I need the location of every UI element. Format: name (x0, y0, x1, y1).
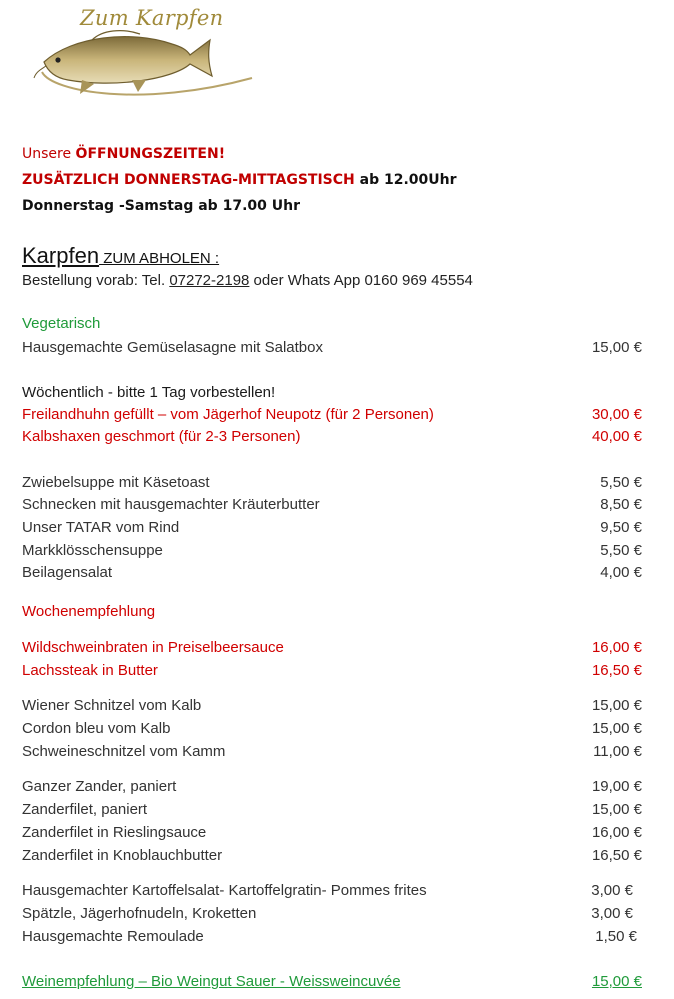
item-price: 1,50 € (595, 928, 637, 945)
item-name: Hausgemachter Kartoffelsalat- Kartoffelgratin- Pommes frites (22, 882, 427, 899)
item-price: 15,00 € (591, 801, 642, 818)
item-name: Schnecken mit hausgemachter Kräuterbutter (22, 496, 320, 513)
item-price: 16,50 € (591, 847, 642, 864)
menu-item (22, 799, 642, 821)
item-price: 9,50 € (600, 519, 642, 536)
menu-item (22, 776, 642, 798)
lunch-notice: ZUSÄTZLICH DONNERSTAG-MITTAGSTISCH (22, 172, 355, 188)
item-price: 4,00 € (600, 564, 642, 581)
menu-item (22, 695, 642, 717)
item-price: 40,00 € (591, 428, 642, 445)
item-price: 3,00 € (591, 882, 633, 899)
menu-item (22, 822, 642, 844)
item-name: Spätzle, Jägerhofnudeln, Kroketten (22, 905, 257, 922)
menu-item (22, 404, 642, 426)
hours-line-2 (22, 167, 457, 193)
item-name: Wiener Schnitzel vom Kalb (22, 697, 202, 714)
order-suffix: oder Whats App 0160 969 45554 (249, 272, 473, 289)
item-name: Hausgemachte Remoulade (22, 928, 204, 945)
item-name: Beilagensalat (22, 564, 113, 581)
menu-item (22, 637, 642, 659)
item-name: Wildschweinbraten in Preiselbeersauce (22, 639, 284, 656)
hours-line-1 (22, 141, 457, 167)
menu-item (22, 741, 642, 763)
hours-line-3: Donnerstag -Samstag ab 17.00 Uhr (22, 198, 300, 214)
takeaway-title (22, 243, 219, 269)
section-wochenempfehlung: Wochenempfehlung (22, 603, 156, 620)
wine-recommendation (22, 971, 642, 993)
menu-item (22, 562, 642, 584)
item-name: Freilandhuhn gefüllt – vom Jägerhof Neupotz (für 2 Personen) (22, 406, 434, 423)
menu-item (22, 660, 642, 682)
menu-item (22, 517, 642, 539)
order-prefix: Bestellung vorab: Tel. (22, 272, 170, 289)
menu-item (22, 540, 642, 562)
item-name: Hausgemachte Gemüselasagne mit Salatbox (22, 339, 323, 356)
item-price: 19,00 € (591, 778, 642, 795)
item-price: 15,00 € (591, 339, 642, 356)
item-price: 15,00 € (591, 720, 642, 737)
menu-item (22, 472, 642, 494)
item-price: 15,00 € (591, 973, 642, 990)
item-name: Cordon bleu vom Kalb (22, 720, 171, 737)
hours-heading: ÖFFNUNGSZEITEN! (75, 146, 226, 162)
menu-item (22, 494, 642, 516)
item-price: 5,50 € (600, 474, 642, 491)
item-price: 30,00 € (591, 406, 642, 423)
item-price: 3,00 € (591, 905, 633, 922)
item-name: Kalbshaxen geschmort (für 2-3 Personen) (22, 428, 301, 445)
item-name: Markklösschensuppe (22, 542, 163, 559)
menu-item (22, 845, 642, 867)
menu-item (22, 337, 642, 359)
title-karpfen: Karpfen (22, 243, 100, 268)
item-name: Lachssteak in Butter (22, 662, 158, 679)
item-price: 11,00 € (593, 743, 642, 760)
item-name: Weinempfehlung – Bio Weingut Sauer - Weissweincuvée (22, 973, 401, 990)
item-price: 16,00 € (591, 824, 642, 841)
phone-link[interactable]: 07272-2198 (169, 272, 250, 289)
lunch-time: ab 12.00Uhr (354, 172, 457, 188)
hours-prefix: Unsere (22, 146, 76, 162)
title-zum-abholen: ZUM ABHOLEN : (99, 250, 220, 267)
item-name: Ganzer Zander, paniert (22, 778, 177, 795)
item-name: Unser TATAR vom Rind (22, 519, 180, 536)
item-name: Zanderfilet, paniert (22, 801, 148, 818)
menu-item (22, 926, 642, 948)
item-price: 16,00 € (591, 639, 642, 656)
opening-hours (22, 141, 457, 219)
item-price: 16,50 € (591, 662, 642, 679)
item-name: Zanderfilet in Rieslingsauce (22, 824, 207, 841)
section-woechentlich: Wöchentlich - bitte 1 Tag vorbestellen! (22, 384, 276, 401)
item-name: Zanderfilet in Knoblauchbutter (22, 847, 223, 864)
menu-item (22, 426, 642, 448)
order-info (22, 272, 473, 289)
menu-item (22, 880, 642, 902)
menu-item (22, 903, 642, 925)
item-price: 15,00 € (591, 697, 642, 714)
logo (22, 0, 262, 112)
item-price: 8,50 € (600, 496, 642, 513)
item-name: Schweineschnitzel vom Kamm (22, 743, 226, 760)
logo-text: Zum Karpfen (80, 6, 224, 30)
menu-item (22, 718, 642, 740)
section-vegetarisch: Vegetarisch (22, 315, 101, 332)
item-price: 5,50 € (600, 542, 642, 559)
item-name: Zwiebelsuppe mit Käsetoast (22, 474, 210, 491)
